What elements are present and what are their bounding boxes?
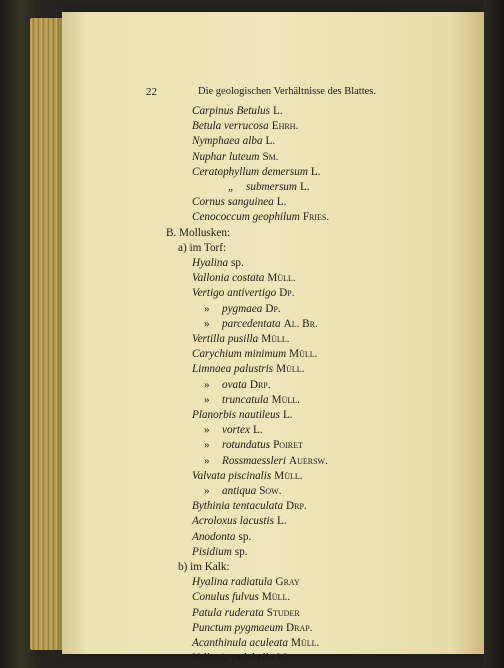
section-heading	[166, 226, 230, 240]
species-author: Müll.	[276, 652, 306, 665]
species-name: ovata	[222, 378, 247, 391]
species-author: Müll.	[289, 348, 318, 361]
species-name: Anodonta	[192, 530, 236, 543]
species-author: Al. Br.	[283, 317, 318, 330]
species-author: L.	[282, 409, 293, 421]
species-name: Betula verrucosa	[192, 120, 269, 133]
species-author: L.	[299, 181, 310, 193]
species-entry	[204, 454, 328, 468]
species-entry	[204, 423, 263, 437]
species-name: Hyalina radiatula	[192, 576, 273, 589]
species-qualifier: sp.	[231, 257, 244, 269]
species-author: Sow.	[259, 485, 282, 497]
species-entry	[192, 362, 304, 376]
species-entry	[228, 180, 310, 194]
species-entry	[192, 150, 279, 164]
species-name: rotundatus	[222, 439, 271, 452]
species-name: Vertigo antivertigo	[192, 287, 277, 300]
species-name: Planorbis nautileus	[192, 409, 280, 421]
species-author: Müll.	[261, 333, 290, 345]
species-author: Drap.	[286, 621, 313, 634]
species-name: Punctum pygmaeum	[192, 621, 284, 634]
species-entry	[192, 165, 321, 179]
species-author: Poiret	[273, 439, 303, 452]
heading-text: B. Mollusken:	[166, 226, 231, 239]
species-entry	[204, 378, 271, 392]
species-name: Acroloxus lacustis	[192, 515, 274, 528]
species-name: Rossmaessleri	[222, 454, 287, 467]
ditto-mark: »	[204, 378, 210, 391]
species-author: L.	[310, 165, 321, 178]
species-name: parcedentata	[222, 317, 281, 330]
species-author: Dp.	[265, 302, 281, 315]
ditto-mark: „	[228, 181, 233, 193]
species-entry	[192, 195, 286, 209]
right-margin-shadow	[484, 0, 504, 668]
ditto-mark: »	[204, 302, 210, 315]
species-author: Sm.	[262, 150, 279, 163]
species-entry	[192, 636, 319, 650]
species-name: Vertilla pusilla	[192, 333, 259, 345]
species-entry	[192, 408, 293, 422]
species-author: Studer	[266, 606, 300, 619]
species-author: L.	[276, 515, 287, 528]
running-title: Die geologischen Verhältnisse des Blattes.	[198, 86, 376, 97]
species-entry	[204, 393, 300, 407]
species-name: Vallonia pulchella	[192, 652, 274, 665]
species-entry	[192, 499, 307, 513]
species-entry	[192, 590, 290, 604]
section-heading	[178, 241, 226, 255]
species-entry	[204, 484, 282, 498]
heading-text: b) im Kalk:	[178, 561, 230, 573]
species-name: Acanthinula aculeata	[192, 637, 289, 649]
species-entry	[192, 332, 290, 346]
species-author: Müll.	[261, 591, 291, 604]
species-author: Müll.	[291, 637, 320, 649]
species-author: Müll.	[271, 393, 300, 406]
species-entry	[192, 134, 275, 148]
species-name: Bythinia tentaculata	[192, 500, 284, 513]
species-entry	[192, 104, 283, 118]
species-entry	[204, 317, 318, 331]
species-author: L.	[273, 105, 283, 117]
species-name: Nuphar luteum	[192, 150, 260, 163]
species-entry	[192, 119, 298, 133]
species-author: L.	[252, 424, 263, 437]
ditto-mark: »	[204, 439, 210, 452]
species-entry	[192, 606, 300, 620]
species-entry	[192, 271, 296, 285]
species-author: Ehrh.	[271, 120, 299, 133]
section-heading	[178, 560, 230, 574]
ditto-mark: »	[204, 485, 210, 497]
species-name: Nymphaea alba	[192, 135, 263, 148]
species-qualifier: sp.	[238, 530, 252, 543]
species-entry	[204, 438, 303, 452]
species-author: Müll.	[274, 469, 303, 482]
species-name: antiqua	[222, 485, 257, 497]
species-entry	[192, 210, 329, 224]
species-name: Carychium minimum	[192, 348, 287, 361]
species-author: Dp.	[279, 287, 295, 300]
species-author: Fries.	[302, 211, 330, 224]
species-entry	[192, 651, 305, 665]
ditto-mark: »	[204, 424, 210, 437]
species-qualifier: sp.	[234, 545, 248, 558]
species-name: Cornus sanguinea	[192, 196, 274, 209]
species-entry	[192, 621, 312, 635]
ditto-mark: »	[204, 454, 210, 467]
species-name: Hyalina	[192, 257, 229, 269]
species-name: Carpinus Betulus	[192, 105, 271, 117]
species-author: Gray	[275, 576, 300, 589]
species-author: Müll.	[276, 363, 305, 376]
species-name: truncatula	[222, 393, 269, 406]
species-name: Ceratophyllum demersum	[192, 165, 308, 178]
species-author: Drp.	[249, 378, 271, 391]
species-entry	[192, 286, 295, 300]
species-name: vortex	[222, 424, 250, 437]
species-entry	[192, 469, 303, 483]
ditto-mark: »	[204, 317, 210, 330]
heading-text: a) im Torf:	[178, 241, 227, 254]
species-entry	[192, 514, 287, 528]
species-entry	[192, 347, 317, 361]
species-name: Cenococcum geophilum	[192, 211, 300, 224]
species-name: submersum	[246, 181, 297, 193]
species-name: Pisidium	[192, 545, 232, 558]
species-entry	[192, 256, 244, 270]
species-name: pygmaea	[222, 302, 263, 315]
species-name: Vallonia costata	[192, 272, 265, 285]
ditto-mark: »	[204, 393, 210, 406]
species-author: Auersw.	[289, 454, 328, 467]
species-author: L.	[276, 196, 287, 209]
species-entry	[192, 545, 248, 559]
species-entry	[192, 575, 300, 589]
species-author: Müll.	[267, 272, 296, 285]
species-name: Conulus fulvus	[192, 591, 259, 604]
species-name: Valvata piscinalis	[192, 469, 272, 482]
page-number: 22	[146, 86, 157, 98]
species-author: Drp.	[286, 500, 307, 513]
species-author: L.	[265, 135, 276, 148]
species-entry	[204, 302, 281, 316]
species-entry	[192, 530, 251, 544]
species-name: Patula ruderata	[192, 606, 264, 619]
species-name: Limnaea palustris	[192, 363, 274, 376]
